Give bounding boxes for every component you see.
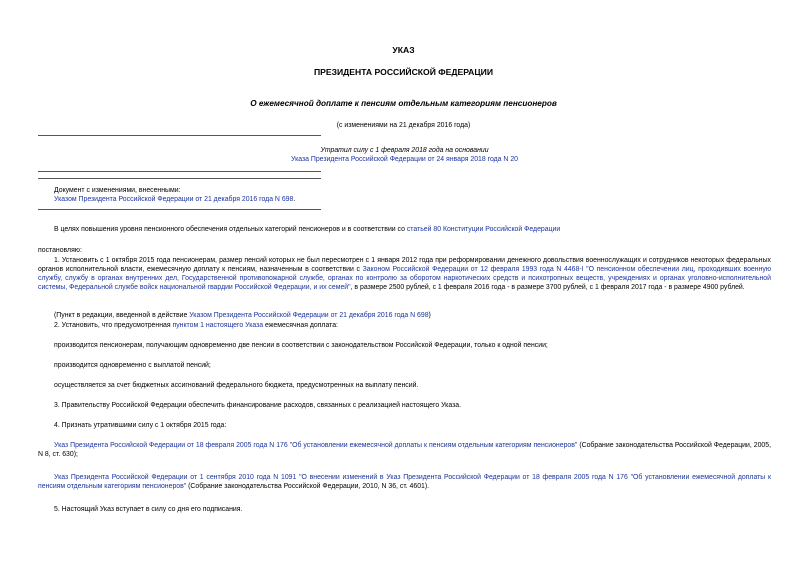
preamble	[54, 225, 771, 234]
p2-item-2: производится одновременно с выплатой пенсий;	[54, 362, 211, 369]
repealed-item-2	[38, 473, 771, 491]
paragraph-4: 4. Признать утратившими силу с 1 октября 2015 года:	[54, 422, 227, 429]
p1-tail: , в размере 2500 рублей, с 1 февраля 2016 года - в размере 3700 рублей, с 1 февраля 2017 года - в размере 4900 рублей.	[350, 284, 745, 292]
document-subtitle: ПРЕЗИДЕНТА РОССИЙСКОЙ ФЕДЕРАЦИИ	[313, 67, 494, 77]
paragraph-5: 5. Настоящий Указ вступает в силу со дня его подписания.	[54, 506, 243, 513]
divider	[38, 171, 321, 172]
divider	[38, 178, 321, 179]
repealed-tail-2: (Собрание законодательства Российской Федерации, 2010, N 36, ст. 4601).	[186, 483, 430, 491]
p2-tail: ежемесячная доплата:	[263, 322, 338, 329]
constitution-link[interactable]: статьей 80 Конституции Российской Федерации	[406, 226, 561, 233]
p2-item-1: производится пенсионерам, получающим одновременно две пенсии в соответствии с законодательством Российской Федерации, только к одной пенсии;	[54, 342, 548, 349]
changes-block: Документ с изменениями, внесенными: Указом Президента Российской Федерации от 21 декабря 2016 года N 698.	[54, 186, 454, 204]
status-link[interactable]: Указа Президента Российской Федерации от 24 января 2018 года N 20	[291, 156, 518, 164]
changes-link[interactable]: Указом Президента Российской Федерации от 21 декабря 2016 года N 698	[54, 196, 294, 204]
p1-note-link[interactable]: Указом Президента Российской Федерации от 21 декабря 2016 года N 698	[189, 312, 429, 319]
preamble-text: В целях повышения уровня пенсионного обеспечения отдельных категорий пенсионеров и в соответствии со	[54, 226, 407, 233]
status-text: Утратил силу с 1 февраля 2018 года на основании	[320, 147, 489, 154]
p1-note	[54, 311, 771, 320]
paragraph-1	[38, 256, 771, 292]
p1-text: 1. Установить с 1 октября 2015 года пенсионерам, размер пенсий которых не был пересмотрен с 1 января 2012 года при реформировании денежного довольствия военнослужащих и сотрудников некоторых федеральных органов исполнительной власти, ежемесячную доплату к пенсиям, назначенным в соответствии с	[38, 257, 771, 274]
status-block	[38, 146, 771, 164]
divider	[38, 209, 321, 210]
repealed-item-1	[38, 441, 771, 459]
p1-note-tail: )	[428, 312, 431, 319]
document-title: УКАЗ	[392, 45, 415, 55]
p2-item-3: осуществляется за счет бюджетных ассигнований федерального бюджета, предусмотренных на выплату пенсий.	[54, 382, 419, 389]
divider	[38, 135, 321, 136]
paragraph-3: 3. Правительству Российской Федерации обеспечить финансирование расходов, связанных с реализацией настоящего Указа.	[54, 402, 461, 409]
edition-note: (с изменениями на 21 декабря 2016 года)	[336, 122, 471, 129]
repealed-link-1[interactable]: Указ Президента Российской Федерации от 18 февраля 2005 года N 176 "Об установлении ежемесячной доплаты к пенсиям отдельным категориям пенсионеров"	[54, 442, 578, 449]
decree-word: постановляю:	[38, 247, 82, 254]
p1-note-text: (Пункт в редакции, введенной в действие	[54, 312, 190, 319]
p2-text: 2. Установить, что предусмотренная	[54, 322, 173, 329]
changes-label: Документ с изменениями, внесенными:	[54, 187, 181, 194]
document-heading: О ежемесячной доплате к пенсиям отдельным категориям пенсионеров	[250, 99, 557, 108]
p2-link[interactable]: пунктом 1 настоящего Указа	[172, 322, 264, 329]
repealed-link-2[interactable]: Указ Президента Российской Федерации от 1 сентября 2010 года N 1091 "О внесении изменений в Указ Президента Российской Федерации от 18 февраля 2005 года N 176 "Об установлении ежемесячной доплаты к пенсиям отдельным категориям пенсионеров"	[38, 474, 771, 491]
repealed-tail-1: (Собрание законодательства Российской Федерации, 2005, N 8, ст. 630);	[38, 442, 772, 459]
law-link[interactable]: Законом Российской Федерации от 12 февраля 1993 года N 4468-I "О пенсионном обеспечении лиц, проходивших военную службу, службу в органах внутренних дел, Государственной противопожарной службе, органах по контролю за оборотом наркотических средств и психотропных веществ, учреждениях и органах уголовно-исполнительной системы, Федеральной службе войск национальной гвардии Российской Федерации, и их семей"	[38, 266, 771, 292]
paragraph-2	[54, 321, 771, 330]
